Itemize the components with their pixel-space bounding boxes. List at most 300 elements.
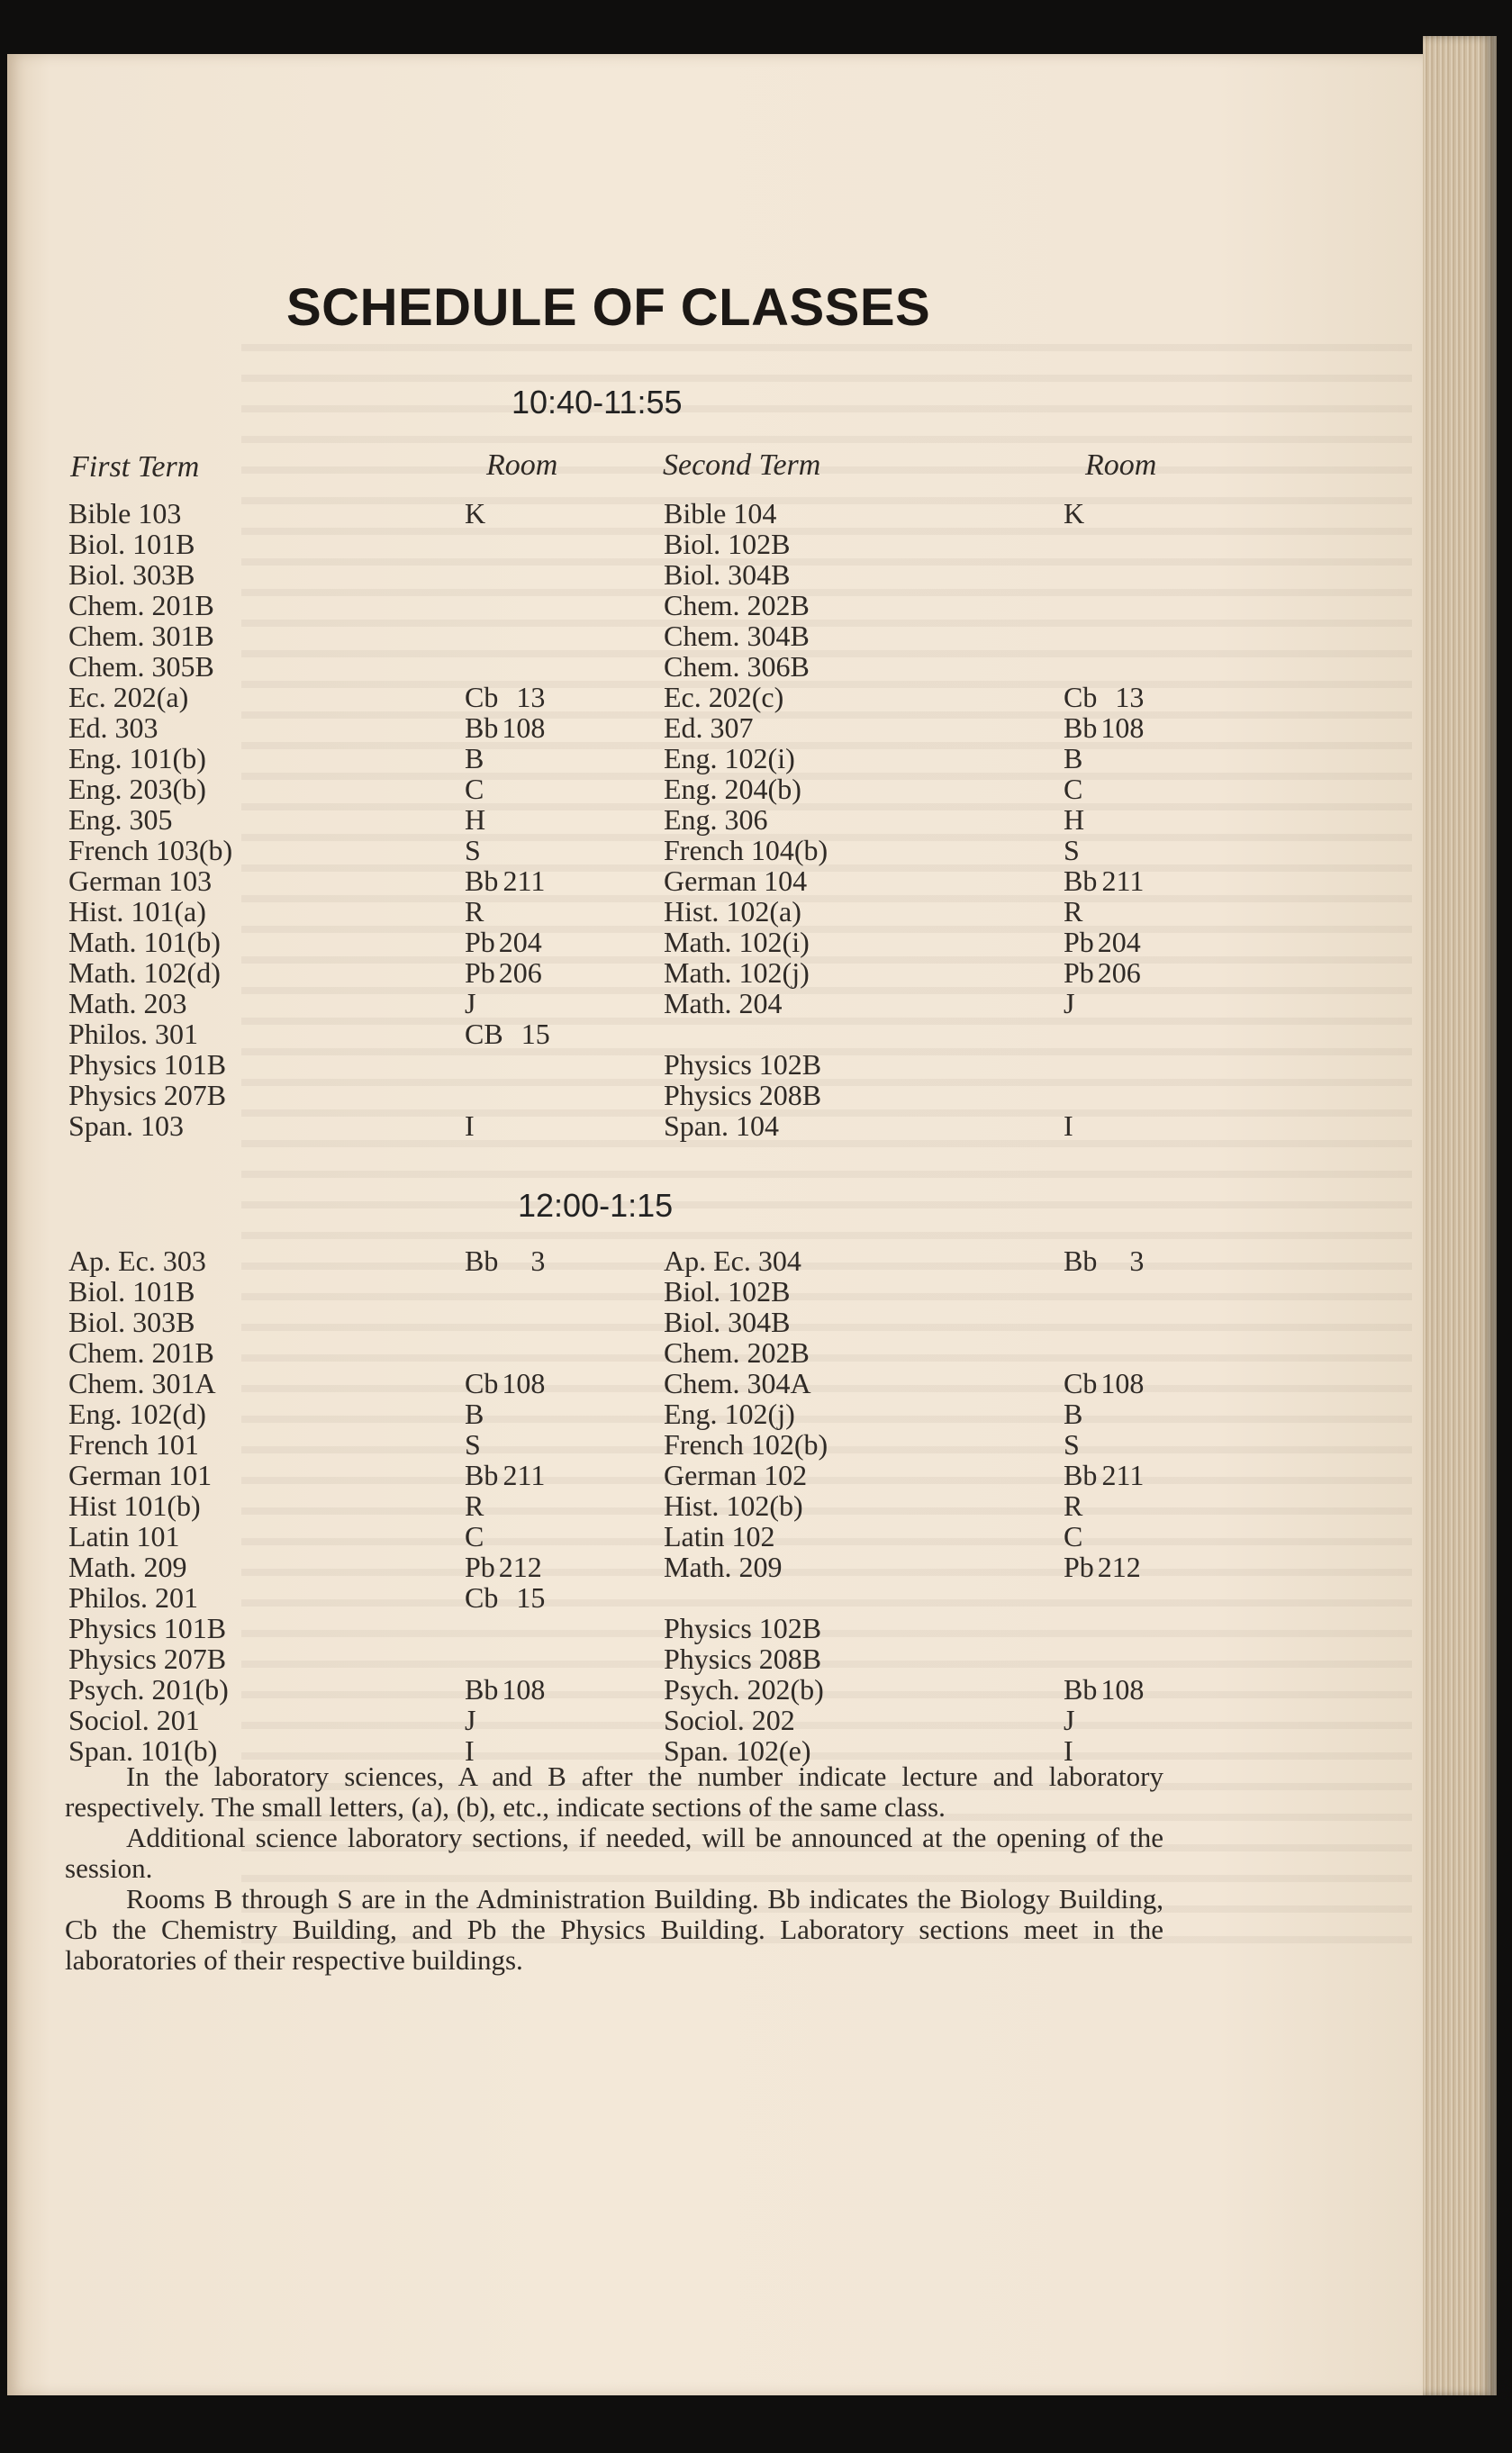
first-term-course xyxy=(68,558,195,592)
second-term-course-text: Biol. 102B xyxy=(664,528,791,560)
second-term-room-text: Pb xyxy=(1064,1551,1094,1583)
first-term-course-text: Biol. 101B xyxy=(68,1275,195,1308)
second-term-course xyxy=(664,1398,795,1431)
first-term-course xyxy=(68,1048,226,1082)
second-term-room xyxy=(1064,1612,1110,1645)
table-row xyxy=(68,1581,1167,1612)
first-term-room-text: Pb xyxy=(465,926,495,958)
first-term-course xyxy=(68,1398,206,1431)
first-term-room-text: C xyxy=(465,773,484,805)
first-term-room xyxy=(465,528,512,561)
first-term-room-number: 3 xyxy=(530,1245,546,1277)
second-term-course-text: Span. 104 xyxy=(664,1109,779,1142)
first-term-course xyxy=(68,620,214,653)
table-row xyxy=(68,1367,1167,1398)
second-term-course-text: Psych. 202(b) xyxy=(664,1673,824,1706)
first-term-course xyxy=(68,926,221,959)
first-term-room-text: J xyxy=(465,987,476,1019)
second-term-course xyxy=(664,803,768,837)
note-paragraph: In the laboratory sciences, A and B after the number indicate lecture and laboratory respectively. The small letters, (a), (b), etc., indicate sections of the same class. xyxy=(65,1761,1163,1823)
first-term-course xyxy=(68,987,187,1020)
second-term-course-text: Ec. 202(c) xyxy=(664,681,784,713)
second-term-course-text: Math. 102(j) xyxy=(664,956,810,989)
first-term-room-text: B xyxy=(465,1398,484,1430)
first-term-course xyxy=(68,1459,212,1492)
second-term-course xyxy=(664,895,801,928)
second-term-room xyxy=(1064,742,1129,775)
first-term-course xyxy=(68,1673,229,1706)
second-term-course xyxy=(664,528,790,561)
first-term-room xyxy=(465,1398,530,1431)
second-term-room-text: J xyxy=(1064,1704,1075,1736)
second-term-room-text: S xyxy=(1064,1428,1080,1461)
second-term-course-text: Eng. 102(i) xyxy=(664,742,795,774)
first-term-course xyxy=(68,803,173,837)
first-term-room xyxy=(465,497,532,530)
second-term-course xyxy=(664,1275,790,1308)
first-term-room-text: K xyxy=(465,497,486,530)
second-term-room xyxy=(1064,1275,1110,1308)
second-term-room xyxy=(1064,864,1144,898)
table-row xyxy=(68,956,1167,987)
table-row xyxy=(68,926,1167,956)
second-term-course-text: Biol. 304B xyxy=(664,1306,791,1338)
first-term-room-text: Bb xyxy=(465,1245,499,1277)
second-term-course xyxy=(664,620,810,653)
first-term-course xyxy=(68,1109,184,1143)
second-term-room-number: 108 xyxy=(1100,1367,1145,1399)
first-term-course-text: Span. 101(b) xyxy=(68,1734,218,1767)
first-term-room-text: Pb xyxy=(465,1551,495,1583)
second-term-room xyxy=(1064,895,1129,928)
second-term-room xyxy=(1064,773,1129,806)
table-row xyxy=(68,1048,1167,1079)
second-term-course-text: Ap. Ec. 304 xyxy=(664,1245,801,1277)
first-term-room-number: 212 xyxy=(498,1551,542,1583)
second-term-course xyxy=(664,1428,828,1462)
second-term-course xyxy=(664,650,810,683)
first-term-room-text: I xyxy=(465,1734,475,1767)
first-term-room xyxy=(465,956,542,990)
first-term-course-text: Span. 103 xyxy=(68,1109,184,1142)
first-term-room-number: 204 xyxy=(498,926,542,958)
second-term-course-text: Math. 209 xyxy=(664,1551,783,1583)
table-row xyxy=(68,1306,1167,1336)
second-term-course-text: Math. 102(i) xyxy=(664,926,810,958)
second-term-course xyxy=(664,1643,821,1676)
second-term-room-text: S xyxy=(1064,834,1080,866)
first-term-course xyxy=(68,834,232,867)
second-term-room xyxy=(1064,589,1110,622)
second-term-course-text: Chem. 202B xyxy=(664,589,810,621)
second-term-course-text: German 102 xyxy=(664,1459,808,1491)
second-term-room-number: 13 xyxy=(1115,681,1145,713)
time-heading-morning: 10:40-11:55 xyxy=(512,384,683,421)
first-term-room-number: 211 xyxy=(502,1459,546,1491)
first-term-room-number: 15 xyxy=(516,1581,546,1614)
second-term-room xyxy=(1064,956,1141,990)
first-term-course xyxy=(68,1643,226,1676)
first-term-course-text: Biol. 303B xyxy=(68,558,195,591)
table-row xyxy=(68,650,1167,681)
first-term-course xyxy=(68,1428,199,1462)
second-term-room-text: Pb xyxy=(1064,926,1094,958)
table-row xyxy=(68,1398,1167,1428)
first-term-course-text: Latin 101 xyxy=(68,1520,180,1552)
first-term-course-text: Sociol. 201 xyxy=(68,1704,200,1736)
first-term-course xyxy=(68,1018,198,1051)
second-term-room xyxy=(1064,1109,1120,1143)
first-term-course xyxy=(68,1306,195,1339)
first-term-room-text: C xyxy=(465,1520,484,1552)
second-term-course-text: Math. 204 xyxy=(664,987,783,1019)
first-term-room-text: CB xyxy=(465,1018,503,1050)
second-term-course xyxy=(664,956,810,990)
second-term-course-text: Chem. 304A xyxy=(664,1367,811,1399)
book-page xyxy=(7,54,1426,2395)
second-term-room xyxy=(1064,1306,1110,1339)
first-term-room xyxy=(465,1520,530,1553)
first-term-course xyxy=(68,528,195,561)
second-term-course xyxy=(664,1673,824,1706)
first-term-course-text: Hist. 101(a) xyxy=(68,895,206,928)
first-term-course-text: Bible 103 xyxy=(68,497,182,530)
second-term-course-text: Sociol. 202 xyxy=(664,1704,795,1736)
second-term-room xyxy=(1064,1459,1144,1492)
first-term-room-text: S xyxy=(465,1428,481,1461)
second-term-room xyxy=(1064,1551,1141,1584)
first-term-room-text: Bb xyxy=(465,711,499,744)
second-term-course-text: Physics 102B xyxy=(664,1612,822,1644)
first-term-course-text: Physics 101B xyxy=(68,1048,227,1081)
first-term-course-text: Math. 203 xyxy=(68,987,187,1019)
table-row xyxy=(68,1109,1167,1140)
second-term-course xyxy=(664,589,810,622)
second-term-course xyxy=(664,1459,807,1492)
second-term-course xyxy=(664,1489,803,1523)
first-term-room-number: 108 xyxy=(502,711,546,744)
second-term-course xyxy=(664,864,807,898)
second-term-course xyxy=(664,681,783,714)
first-term-room xyxy=(465,773,530,806)
first-term-room xyxy=(465,1275,512,1308)
second-term-room xyxy=(1064,1245,1144,1278)
second-term-room-text: I xyxy=(1064,1734,1073,1767)
second-term-room xyxy=(1064,1428,1127,1462)
second-term-room xyxy=(1064,1398,1129,1431)
table-row xyxy=(68,1612,1167,1643)
first-term-course-text: Biol. 101B xyxy=(68,528,195,560)
room-header-second: Room xyxy=(1085,448,1157,482)
first-term-course-text: Philos. 201 xyxy=(68,1581,199,1614)
second-term-course-text: German 104 xyxy=(664,864,808,897)
first-term-course-text: Chem. 201B xyxy=(68,1336,214,1369)
first-term-room xyxy=(465,620,512,653)
first-term-room-text: B xyxy=(465,742,484,774)
first-term-course-text: Philos. 301 xyxy=(68,1018,199,1050)
first-term-room xyxy=(465,681,545,714)
first-term-course-text: Math. 209 xyxy=(68,1551,187,1583)
table-row xyxy=(68,497,1167,528)
second-term-room-text: R xyxy=(1064,1489,1083,1522)
first-term-course xyxy=(68,497,181,530)
second-term-course-text: Eng. 204(b) xyxy=(664,773,801,805)
first-term-room xyxy=(465,803,532,837)
first-term-room xyxy=(465,834,528,867)
first-term-room-text: Cb xyxy=(465,1581,499,1614)
first-term-room-text: H xyxy=(465,803,486,836)
first-term-room xyxy=(465,589,512,622)
first-term-course-text: German 101 xyxy=(68,1459,213,1491)
second-term-course-text: Physics 208B xyxy=(664,1079,822,1111)
first-term-course-text: Physics 207B xyxy=(68,1079,227,1111)
first-term-course-text: French 101 xyxy=(68,1428,199,1461)
table-row xyxy=(68,1673,1167,1704)
first-term-room-text: R xyxy=(465,1489,484,1522)
table-row xyxy=(68,895,1167,926)
second-term-course-text: Hist. 102(a) xyxy=(664,895,801,928)
first-term-course xyxy=(68,1704,200,1737)
second-term-course xyxy=(664,1520,775,1553)
first-term-course-text: Eng. 101(b) xyxy=(68,742,206,774)
second-term-room xyxy=(1064,926,1141,959)
table-row xyxy=(68,1704,1167,1734)
table-row xyxy=(68,1520,1167,1551)
table-row xyxy=(68,1428,1167,1459)
first-term-course xyxy=(68,1367,216,1400)
second-term-room-text: C xyxy=(1064,1520,1083,1552)
first-term-room-text: R xyxy=(465,895,484,928)
table-row xyxy=(68,589,1167,620)
table-row xyxy=(68,711,1167,742)
first-term-course-text: German 103 xyxy=(68,864,213,897)
schedule-notes xyxy=(65,1761,1163,1976)
second-term-room xyxy=(1064,1367,1144,1400)
first-term-room xyxy=(465,1581,545,1615)
second-term-course-text: Latin 102 xyxy=(664,1520,775,1552)
first-term-room-number: 206 xyxy=(498,956,542,989)
first-term-room-text: S xyxy=(465,834,481,866)
first-term-room xyxy=(465,558,512,592)
first-term-course-text: Chem. 201B xyxy=(68,589,214,621)
table-row xyxy=(68,1079,1167,1109)
first-term-course xyxy=(68,1245,206,1278)
first-term-course-text: Math. 102(d) xyxy=(68,956,221,989)
first-term-room xyxy=(465,1367,545,1400)
first-term-room-number: 108 xyxy=(502,1367,546,1399)
second-term-course-text: Chem. 306B xyxy=(664,650,810,683)
first-term-room xyxy=(465,895,530,928)
second-term-course xyxy=(664,1551,783,1584)
second-term-room-text: C xyxy=(1064,773,1083,805)
first-term-room xyxy=(465,1673,545,1706)
book-page-edges xyxy=(1423,36,1497,2395)
first-term-room-text: Cb xyxy=(465,681,499,713)
second-term-course xyxy=(664,834,828,867)
second-term-room-number: 204 xyxy=(1097,926,1141,958)
second-term-course xyxy=(664,1048,821,1082)
second-term-room-text: J xyxy=(1064,987,1075,1019)
first-term-room-number: 108 xyxy=(502,1673,546,1706)
second-term-room xyxy=(1064,1079,1110,1112)
second-term-room-text: Cb xyxy=(1064,1367,1098,1399)
second-term-course xyxy=(664,1079,821,1112)
second-term-room-text: H xyxy=(1064,803,1085,836)
first-term-course xyxy=(68,773,206,806)
second-term-room xyxy=(1064,1018,1110,1051)
first-term-course xyxy=(68,1612,226,1645)
second-term-course xyxy=(664,742,795,775)
first-term-course-text: Chem. 301A xyxy=(68,1367,216,1399)
first-term-room xyxy=(465,742,530,775)
first-term-room-text: Bb xyxy=(465,1459,499,1491)
second-term-room-text: Cb xyxy=(1064,681,1098,713)
second-term-room-text: I xyxy=(1064,1109,1073,1142)
second-term-room-text: Bb xyxy=(1064,1459,1098,1491)
first-term-course xyxy=(68,742,206,775)
first-term-course-text: Eng. 305 xyxy=(68,803,173,836)
second-term-course-text: Ed. 307 xyxy=(664,711,754,744)
second-term-room-text: R xyxy=(1064,895,1083,928)
second-term-room xyxy=(1064,1048,1110,1082)
second-term-room-text: Pb xyxy=(1064,956,1094,989)
second-term-room-text: Bb xyxy=(1064,1673,1098,1706)
first-term-room xyxy=(465,1018,550,1051)
first-term-room-text: I xyxy=(465,1109,475,1142)
table-row xyxy=(68,1643,1167,1673)
second-term-room-text: K xyxy=(1064,497,1085,530)
table-row xyxy=(68,1459,1167,1489)
first-term-room-text: Bb xyxy=(465,1673,499,1706)
table-row xyxy=(68,681,1167,711)
first-term-course-text: Chem. 301B xyxy=(68,620,214,652)
first-term-course-text: Ed. 303 xyxy=(68,711,158,744)
first-term-room-text: Cb xyxy=(465,1367,499,1399)
first-term-room xyxy=(465,1336,512,1370)
first-term-course xyxy=(68,895,206,928)
first-term-room xyxy=(465,711,545,745)
table-row xyxy=(68,1018,1167,1048)
second-term-room xyxy=(1064,650,1110,683)
second-term-room xyxy=(1064,711,1144,745)
second-term-course xyxy=(664,926,810,959)
first-term-course xyxy=(68,1520,180,1553)
first-term-course-text: Ec. 202(a) xyxy=(68,681,189,713)
second-term-course xyxy=(664,1306,790,1339)
time-heading-noon: 12:00-1:15 xyxy=(518,1187,674,1224)
first-term-course xyxy=(68,589,214,622)
second-term-course-text: Hist. 102(b) xyxy=(664,1489,803,1522)
table-row xyxy=(68,864,1167,895)
second-term-room xyxy=(1064,620,1110,653)
second-term-room xyxy=(1064,681,1144,714)
second-term-course-text: French 104(b) xyxy=(664,834,828,866)
second-term-room-text: B xyxy=(1064,1398,1083,1430)
room-header-first: Room xyxy=(486,448,558,482)
second-term-course-text: Eng. 306 xyxy=(664,803,768,836)
second-term-room-text: Bb xyxy=(1064,1245,1098,1277)
second-term-course-text: Biol. 304B xyxy=(664,558,791,591)
first-term-room xyxy=(465,1109,521,1143)
first-term-room xyxy=(465,1079,512,1112)
second-term-course xyxy=(664,1336,810,1370)
second-term-room-number: 212 xyxy=(1097,1551,1141,1583)
first-term-course-text: Physics 207B xyxy=(68,1643,227,1675)
second-term-room xyxy=(1064,987,1121,1020)
first-term-course-text: Biol. 303B xyxy=(68,1306,195,1338)
second-term-course xyxy=(664,1245,801,1278)
first-term-course xyxy=(68,1336,214,1370)
second-term-room-text: B xyxy=(1064,742,1083,774)
second-term-room xyxy=(1064,497,1131,530)
first-term-course-text: Math. 101(b) xyxy=(68,926,221,958)
first-term-course-text: Chem. 305B xyxy=(68,650,214,683)
table-row xyxy=(68,1551,1167,1581)
first-term-room xyxy=(465,650,512,683)
first-term-course xyxy=(68,650,214,683)
second-term-room-number: 211 xyxy=(1101,1459,1145,1491)
first-term-room xyxy=(465,1704,522,1737)
first-term-room xyxy=(465,1489,530,1523)
first-term-room xyxy=(465,1245,545,1278)
table-row xyxy=(68,742,1167,773)
first-term-course xyxy=(68,1079,226,1112)
second-term-course-text: Span. 102(e) xyxy=(664,1734,811,1767)
table-row xyxy=(68,1489,1167,1520)
first-term-room-number: 13 xyxy=(516,681,546,713)
second-term-room-number: 3 xyxy=(1129,1245,1145,1277)
second-term-room xyxy=(1064,528,1110,561)
second-term-course xyxy=(664,558,790,592)
first-term-room-number: 211 xyxy=(502,864,546,897)
second-term-room-text: Bb xyxy=(1064,711,1098,744)
second-term-room xyxy=(1064,558,1110,592)
second-term-room-number: 211 xyxy=(1101,864,1145,897)
first-term-course-text: Eng. 203(b) xyxy=(68,773,206,805)
first-term-course-text: French 103(b) xyxy=(68,834,233,866)
second-term-room xyxy=(1064,803,1131,837)
first-term-course-text: Physics 101B xyxy=(68,1612,227,1644)
second-term-course xyxy=(664,1612,821,1645)
first-term-room-text: Bb xyxy=(465,864,499,897)
note-paragraph: Additional science laboratory sections, if needed, will be announced at the opening of the session. xyxy=(65,1822,1163,1884)
table-row xyxy=(68,1245,1167,1275)
first-term-room-text: J xyxy=(465,1704,476,1736)
first-term-room xyxy=(465,1459,545,1492)
page-title: SCHEDULE OF CLASSES xyxy=(286,278,931,337)
table-row xyxy=(68,558,1167,589)
first-term-course xyxy=(68,711,158,745)
second-term-room xyxy=(1064,1673,1144,1706)
second-term-course-text: Biol. 102B xyxy=(664,1275,791,1308)
second-term-room xyxy=(1064,1489,1129,1523)
first-term-course xyxy=(68,1581,198,1615)
note-paragraph: Rooms B through S are in the Administration Building. Bb indicates the Biology Building, Cb the Chemistry Building, and Pb the Physics Building. Laboratory sections meet in the laboratories of their respective buildings. xyxy=(65,1883,1163,1976)
first-term-room-text: Pb xyxy=(465,956,495,989)
second-term-room-number: 108 xyxy=(1100,711,1145,744)
second-term-room xyxy=(1064,1643,1110,1676)
first-term-room xyxy=(465,1048,512,1082)
table-row xyxy=(68,987,1167,1018)
first-term-room-number: 15 xyxy=(521,1018,550,1050)
second-term-course xyxy=(664,1704,795,1737)
first-term-course-text: Hist 101(b) xyxy=(68,1489,201,1522)
second-term-room-number: 108 xyxy=(1100,1673,1145,1706)
first-term-course-text: Psych. 201(b) xyxy=(68,1673,229,1706)
second-term-room xyxy=(1064,1704,1121,1737)
first-term-room xyxy=(465,1551,542,1584)
first-term-room xyxy=(465,1612,512,1645)
